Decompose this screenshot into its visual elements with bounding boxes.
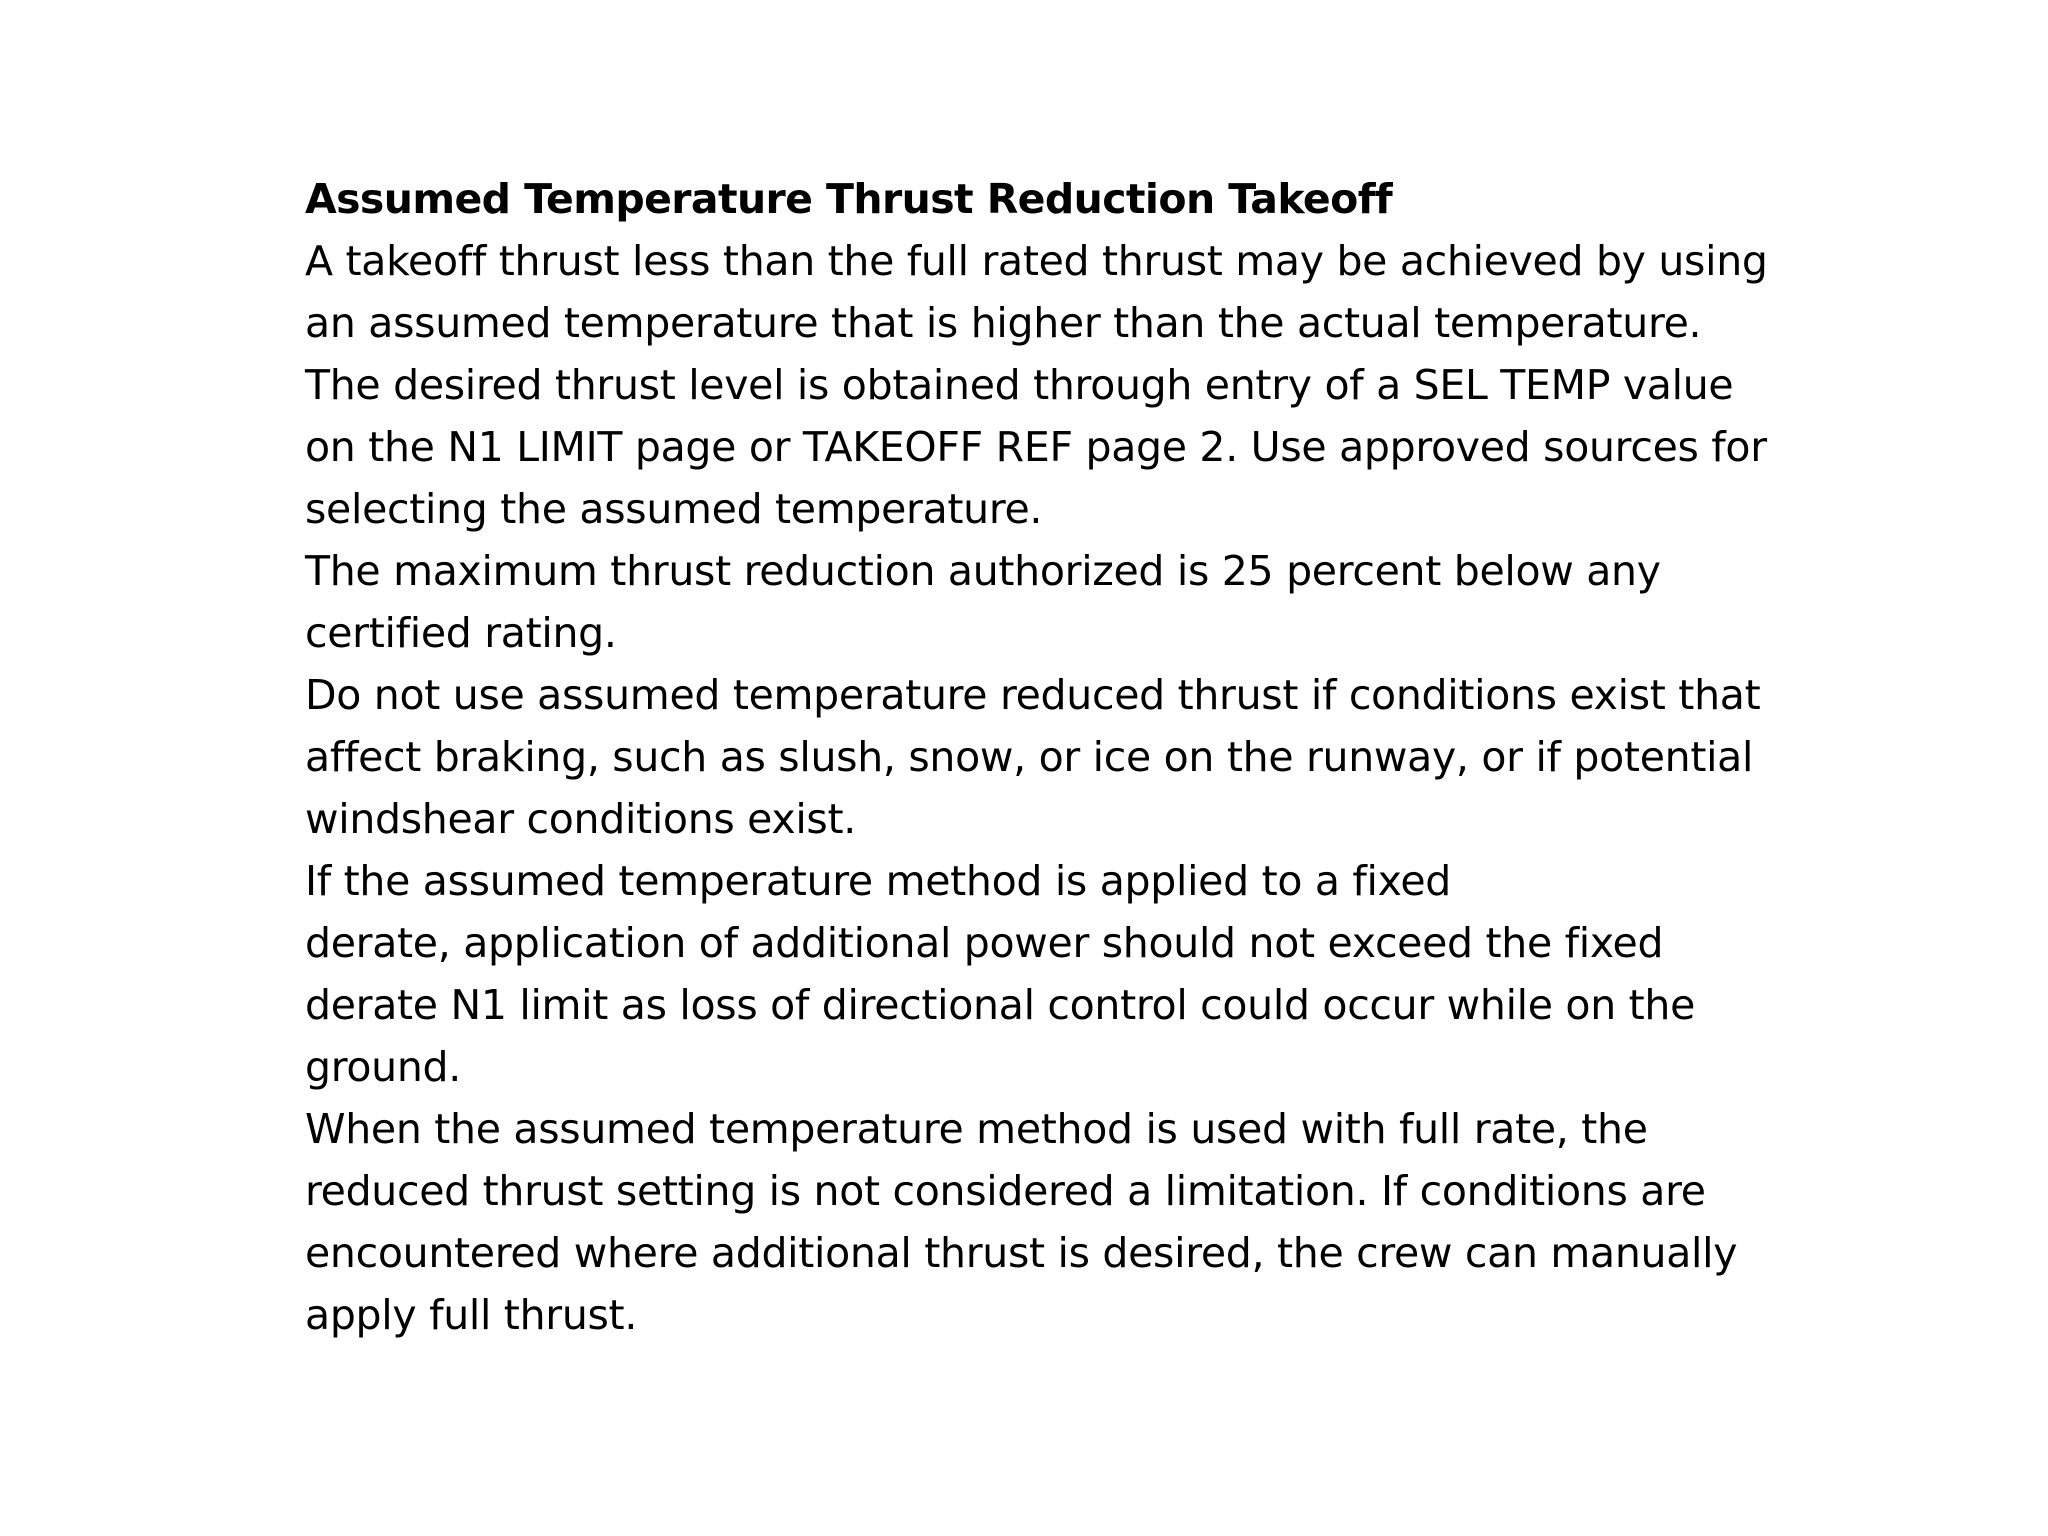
body-line: on the N1 LIMIT page or TAKEOFF REF page 2. Use approved sources for [305, 423, 1767, 471]
body-line: derate N1 limit as loss of directional control could occur while on the [305, 981, 1695, 1029]
body-line: ground. [305, 1043, 461, 1091]
body-line: windshear conditions exist. [305, 795, 857, 843]
body-line: The desired thrust level is obtained through entry of a SEL TEMP value [305, 361, 1734, 409]
body-line: Do not use assumed temperature reduced thrust if conditions exist that [305, 671, 1761, 719]
body-line: reduced thrust setting is not considered a limitation. If conditions are [305, 1167, 1706, 1215]
body-line: When the assumed temperature method is used with full rate, the [305, 1105, 1648, 1153]
body-line: an assumed temperature that is higher than the actual temperature. [305, 299, 1702, 347]
body-line: encountered where additional thrust is desired, the crew can manually [305, 1229, 1738, 1277]
body-line: certified rating. [305, 609, 617, 657]
body-line: If the assumed temperature method is applied to a fixed [305, 857, 1451, 905]
body-line: selecting the assumed temperature. [305, 485, 1043, 533]
body-line: derate, application of additional power should not exceed the fixed [305, 919, 1664, 967]
body-line: The maximum thrust reduction authorized is 25 percent below any [305, 547, 1661, 595]
body-line: apply full thrust. [305, 1291, 638, 1339]
body-line: A takeoff thrust less than the full rated thrust may be achieved by using [305, 237, 1768, 285]
document-title: Assumed Temperature Thrust Reduction Takeoff [305, 175, 1393, 223]
body-line: affect braking, such as slush, snow, or ice on the runway, or if potential [305, 733, 1754, 781]
text-block [305, 168, 1865, 1346]
